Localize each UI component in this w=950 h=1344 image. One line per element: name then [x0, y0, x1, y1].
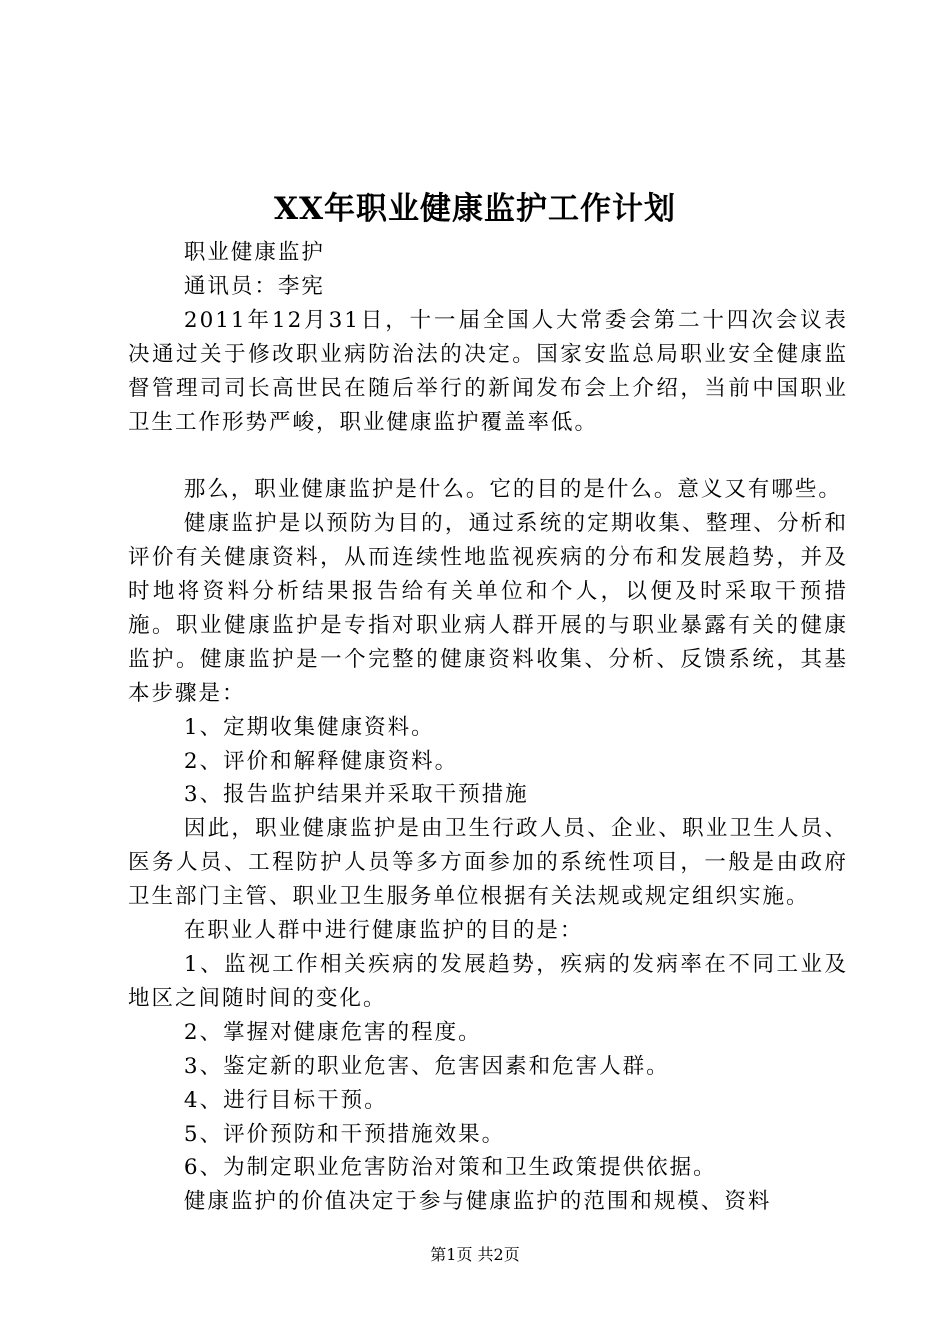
- list-item-purpose-6: 6、为制定职业危害防治对策和卫生政策提供依据。: [183, 1155, 717, 1181]
- paragraph-purpose-heading: 在职业人群中进行健康监护的目的是：: [183, 918, 584, 944]
- list-item-purpose-3: 3、鉴定新的职业危害、危害因素和危害人群。: [183, 1053, 670, 1079]
- list-item-purpose-5: 5、评价预防和干预措施效果。: [183, 1121, 506, 1147]
- paragraph-definition: 健康监护是以预防为目的，通过系统的定期收集、整理、分析和评价有关健康资料，从而连续性地监视疾病的分布和发展趋势，并及时地将资料分析结果报告给有关单位和个人，以便及时采取干预措施。职业健康监护是专指对职业病人群开展的与职业暴露有关的健康监护。健康监护是一个完整的健康资料收集、分析、反馈系统，其基本步骤是：: [128, 511, 848, 706]
- document-title: XX年职业健康监护工作计划: [273, 191, 677, 227]
- list-item-step-2: 2、评价和解释健康资料。: [183, 748, 459, 774]
- list-item-purpose-1: 1、监视工作相关疾病的发展趋势，疾病的发病率在不同工业及地区之间随时间的变化。: [128, 952, 848, 1011]
- paragraph-section-heading: 职业健康监护: [183, 240, 325, 265]
- paragraph-question: 那么，职业健康监护是什么。它的目的是什么。意义又有哪些。: [183, 477, 842, 503]
- list-item-purpose-2: 2、掌握对健康危害的程度。: [183, 1019, 482, 1045]
- document-body: [128, 236, 848, 1219]
- list-item-purpose-4: 4、进行目标干预。: [183, 1087, 388, 1113]
- list-item-step-3: 3、报告监护结果并采取干预措施: [183, 782, 529, 808]
- paragraph-participants: 因此，职业健康监护是由卫生行政人员、企业、职业卫生人员、医务人员、工程防护人员等多方面参加的系统性项目，一般是由政府卫生部门主管、职业卫生服务单位根据有关法规或规定组织实施。: [128, 816, 848, 910]
- blank-line: [128, 439, 848, 473]
- page-footer: 第1页 共2页: [430, 1245, 520, 1264]
- paragraph-correspondent: 通讯员：李宪: [183, 273, 325, 299]
- paragraph-value: 健康监护的价值决定于参与健康监护的范围和规模、资料: [183, 1189, 772, 1215]
- list-item-step-1: 1、定期收集健康资料。: [183, 714, 435, 740]
- paragraph-intro: 2011年12月31日，十一届全国人大常委会第二十四次会议表决通过关于修改职业病防治法的决定。国家安监总局职业安全健康监督管理司司长高世民在随后举行的新闻发布会上介绍，当前中国职业卫生工作形势严峻，职业健康监护覆盖率低。: [128, 307, 848, 435]
